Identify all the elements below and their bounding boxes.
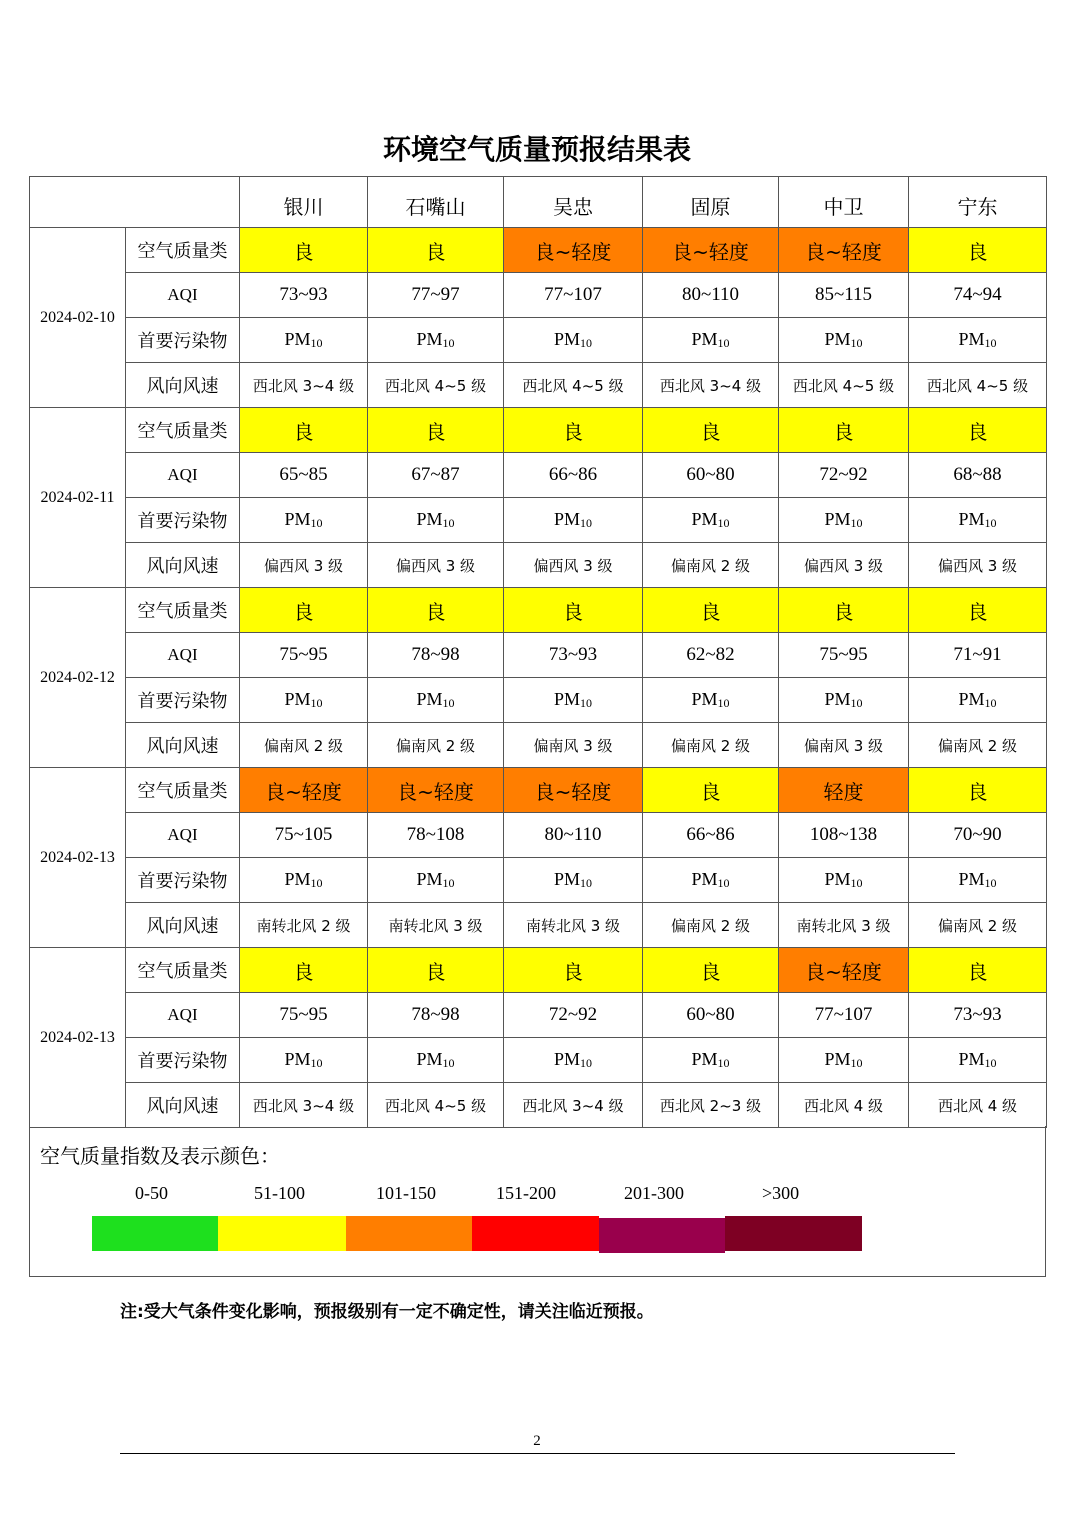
aqi-category-cell: 良~轻度 bbox=[504, 228, 643, 273]
legend-swatch bbox=[725, 1216, 862, 1251]
pollutant-name: PM bbox=[691, 689, 718, 709]
pollutant-subscript: 10 bbox=[442, 336, 455, 350]
pollutant-name: PM bbox=[691, 329, 718, 349]
legend-swatch bbox=[218, 1216, 346, 1251]
row-label-wind: 风向风速 bbox=[126, 1083, 240, 1128]
day-pollutant-row bbox=[30, 1038, 1047, 1083]
forecast-table bbox=[29, 176, 1047, 1128]
wind-cell: 偏西风 3 级 bbox=[779, 543, 909, 588]
forecast-date: 2024-02-11 bbox=[30, 408, 126, 588]
aqi-category-cell: 良 bbox=[504, 408, 643, 453]
wind-cell: 偏西风 3 级 bbox=[909, 543, 1047, 588]
day-aqi-row bbox=[30, 633, 1047, 678]
aqi-range-cell: 72~92 bbox=[779, 453, 909, 498]
pollutant-subscript: 10 bbox=[717, 1056, 730, 1070]
primary-pollutant-cell bbox=[779, 318, 909, 363]
primary-pollutant-cell bbox=[240, 498, 368, 543]
day-category-row bbox=[30, 948, 1047, 993]
city-header: 固原 bbox=[643, 177, 779, 228]
primary-pollutant-cell bbox=[504, 858, 643, 903]
aqi-range-cell: 66~86 bbox=[504, 453, 643, 498]
row-label-aqi: AQI bbox=[126, 993, 240, 1038]
aqi-range-cell: 70~90 bbox=[909, 813, 1047, 858]
pollutant-name: PM bbox=[553, 869, 580, 889]
forecast-date: 2024-02-10 bbox=[30, 228, 126, 408]
primary-pollutant-cell bbox=[504, 678, 643, 723]
wind-cell: 偏南风 2 级 bbox=[368, 723, 504, 768]
pollutant-name: PM bbox=[284, 509, 311, 529]
primary-pollutant-cell bbox=[504, 1038, 643, 1083]
pollutant-subscript: 10 bbox=[850, 336, 863, 350]
primary-pollutant-cell bbox=[643, 678, 779, 723]
aqi-range-cell: 77~107 bbox=[779, 993, 909, 1038]
legend-swatch bbox=[92, 1216, 218, 1251]
legend-swatch bbox=[346, 1216, 472, 1251]
aqi-range-cell: 80~110 bbox=[504, 813, 643, 858]
primary-pollutant-cell bbox=[643, 858, 779, 903]
wind-cell: 西北风 4 级 bbox=[909, 1083, 1047, 1128]
legend-range: 201-300 bbox=[624, 1183, 684, 1203]
row-label-aqi: AQI bbox=[126, 453, 240, 498]
aqi-category-cell: 良 bbox=[504, 948, 643, 993]
wind-cell: 偏南风 3 级 bbox=[779, 723, 909, 768]
pollutant-subscript: 10 bbox=[984, 696, 997, 710]
pollutant-subscript: 10 bbox=[984, 1056, 997, 1070]
legend-title: 空气质量指数及表示颜色： bbox=[40, 1144, 280, 1168]
aqi-category-cell: 良~轻度 bbox=[240, 768, 368, 813]
row-label-pollutant: 首要污染物 bbox=[126, 858, 240, 903]
pollutant-name: PM bbox=[691, 509, 718, 529]
day-wind-row bbox=[30, 723, 1047, 768]
wind-cell: 偏西风 3 级 bbox=[240, 543, 368, 588]
primary-pollutant-cell bbox=[368, 318, 504, 363]
page-title: 环境空气质量预报结果表 bbox=[382, 133, 691, 166]
pollutant-subscript: 10 bbox=[310, 336, 323, 350]
wind-cell: 南转北风 3 级 bbox=[368, 903, 504, 948]
wind-cell: 偏南风 3 级 bbox=[504, 723, 643, 768]
pollutant-subscript: 10 bbox=[442, 876, 455, 890]
pollutant-name: PM bbox=[958, 509, 985, 529]
wind-cell: 南转北风 2 级 bbox=[240, 903, 368, 948]
pollutant-name: PM bbox=[824, 869, 851, 889]
aqi-category-cell: 良 bbox=[909, 948, 1047, 993]
pollutant-subscript: 10 bbox=[310, 516, 323, 530]
disclaimer-note: 注:受大气条件变化影响，预报级别有一定不确定性，请关注临近预报。 bbox=[120, 1302, 654, 1322]
row-label-aqi: AQI bbox=[126, 633, 240, 678]
day-category-row bbox=[30, 408, 1047, 453]
wind-cell: 南转北风 3 级 bbox=[779, 903, 909, 948]
pollutant-subscript: 10 bbox=[850, 876, 863, 890]
day-wind-row bbox=[30, 363, 1047, 408]
city-header: 银川 bbox=[240, 177, 368, 228]
row-label-wind: 风向风速 bbox=[126, 543, 240, 588]
primary-pollutant-cell bbox=[909, 858, 1047, 903]
aqi-range-cell: 73~93 bbox=[504, 633, 643, 678]
wind-cell: 西北风 3~4 级 bbox=[504, 1083, 643, 1128]
row-label-wind: 风向风速 bbox=[126, 903, 240, 948]
primary-pollutant-cell bbox=[643, 1038, 779, 1083]
pollutant-name: PM bbox=[958, 1049, 985, 1069]
city-header: 石嘴山 bbox=[368, 177, 504, 228]
legend-range: 101-150 bbox=[376, 1183, 436, 1203]
wind-cell: 西北风 3~4 级 bbox=[643, 363, 779, 408]
aqi-range-cell: 74~94 bbox=[909, 273, 1047, 318]
wind-cell: 偏南风 2 级 bbox=[643, 543, 779, 588]
aqi-category-cell: 良 bbox=[909, 228, 1047, 273]
wind-cell: 西北风 4~5 级 bbox=[909, 363, 1047, 408]
aqi-range-cell: 77~97 bbox=[368, 273, 504, 318]
legend-range: >300 bbox=[762, 1183, 800, 1203]
primary-pollutant-cell bbox=[909, 678, 1047, 723]
aqi-category-cell: 良~轻度 bbox=[504, 768, 643, 813]
pollutant-name: PM bbox=[416, 1049, 443, 1069]
aqi-range-cell: 65~85 bbox=[240, 453, 368, 498]
wind-cell: 西北风 3~4 级 bbox=[240, 1083, 368, 1128]
legend-range: 0-50 bbox=[135, 1183, 168, 1203]
day-pollutant-row bbox=[30, 318, 1047, 363]
wind-cell: 西北风 4~5 级 bbox=[368, 1083, 504, 1128]
row-label-aqi: AQI bbox=[126, 273, 240, 318]
pollutant-subscript: 10 bbox=[310, 1056, 323, 1070]
row-label-category: 空气质量类 bbox=[126, 588, 240, 633]
row-label-wind: 风向风速 bbox=[126, 723, 240, 768]
row-label-category: 空气质量类 bbox=[126, 948, 240, 993]
wind-cell: 西北风 4~5 级 bbox=[504, 363, 643, 408]
pollutant-subscript: 10 bbox=[310, 876, 323, 890]
pollutant-subscript: 10 bbox=[717, 516, 730, 530]
city-header: 宁东 bbox=[909, 177, 1047, 228]
pollutant-subscript: 10 bbox=[850, 516, 863, 530]
aqi-range-cell: 67~87 bbox=[368, 453, 504, 498]
aqi-category-cell: 良 bbox=[779, 408, 909, 453]
wind-cell: 偏西风 3 级 bbox=[504, 543, 643, 588]
pollutant-subscript: 10 bbox=[442, 516, 455, 530]
pollutant-name: PM bbox=[553, 689, 580, 709]
primary-pollutant-cell bbox=[779, 858, 909, 903]
row-label-category: 空气质量类 bbox=[126, 228, 240, 273]
legend-range: 51-100 bbox=[254, 1183, 305, 1203]
aqi-category-cell: 良 bbox=[368, 948, 504, 993]
pollutant-subscript: 10 bbox=[580, 516, 592, 530]
pollutant-subscript: 10 bbox=[580, 696, 592, 710]
primary-pollutant-cell bbox=[643, 318, 779, 363]
pollutant-subscript: 10 bbox=[580, 1056, 592, 1070]
day-aqi-row bbox=[30, 453, 1047, 498]
day-aqi-row bbox=[30, 273, 1047, 318]
primary-pollutant-cell bbox=[504, 318, 643, 363]
row-label-wind: 风向风速 bbox=[126, 363, 240, 408]
primary-pollutant-cell bbox=[368, 858, 504, 903]
day-pollutant-row bbox=[30, 678, 1047, 723]
forecast-date: 2024-02-13 bbox=[30, 768, 126, 948]
city-header: 吴忠 bbox=[504, 177, 643, 228]
aqi-range-cell: 75~95 bbox=[779, 633, 909, 678]
row-label-category: 空气质量类 bbox=[126, 768, 240, 813]
aqi-range-cell: 80~110 bbox=[643, 273, 779, 318]
aqi-range-cell: 60~80 bbox=[643, 993, 779, 1038]
pollutant-name: PM bbox=[284, 1049, 311, 1069]
header-row bbox=[30, 177, 1047, 228]
pollutant-name: PM bbox=[958, 869, 985, 889]
wind-cell: 偏南风 2 级 bbox=[909, 723, 1047, 768]
pollutant-subscript: 10 bbox=[984, 876, 997, 890]
aqi-category-cell: 良~轻度 bbox=[643, 228, 779, 273]
primary-pollutant-cell bbox=[240, 858, 368, 903]
pollutant-name: PM bbox=[284, 869, 311, 889]
aqi-range-cell: 78~108 bbox=[368, 813, 504, 858]
pollutant-name: PM bbox=[284, 329, 311, 349]
pollutant-name: PM bbox=[284, 689, 311, 709]
wind-cell: 偏西风 3 级 bbox=[368, 543, 504, 588]
aqi-category-cell: 良~轻度 bbox=[368, 768, 504, 813]
aqi-category-cell: 良~轻度 bbox=[779, 948, 909, 993]
aqi-category-cell: 良~轻度 bbox=[779, 228, 909, 273]
primary-pollutant-cell bbox=[368, 498, 504, 543]
pollutant-subscript: 10 bbox=[717, 336, 730, 350]
day-pollutant-row bbox=[30, 858, 1047, 903]
pollutant-subscript: 10 bbox=[580, 336, 592, 350]
pollutant-subscript: 10 bbox=[717, 696, 730, 710]
aqi-range-cell: 85~115 bbox=[779, 273, 909, 318]
pollutant-subscript: 10 bbox=[717, 876, 730, 890]
aqi-range-cell: 78~98 bbox=[368, 993, 504, 1038]
pollutant-name: PM bbox=[553, 329, 580, 349]
wind-cell: 南转北风 3 级 bbox=[504, 903, 643, 948]
day-wind-row bbox=[30, 1083, 1047, 1128]
pollutant-subscript: 10 bbox=[442, 696, 455, 710]
day-aqi-row bbox=[30, 813, 1047, 858]
aqi-range-cell: 66~86 bbox=[643, 813, 779, 858]
pollutant-name: PM bbox=[824, 509, 851, 529]
pollutant-name: PM bbox=[553, 509, 580, 529]
day-wind-row bbox=[30, 903, 1047, 948]
aqi-category-cell: 良 bbox=[643, 948, 779, 993]
pollutant-subscript: 10 bbox=[984, 516, 997, 530]
legend-swatch bbox=[472, 1216, 599, 1251]
aqi-category-cell: 良 bbox=[240, 408, 368, 453]
wind-cell: 西北风 2~3 级 bbox=[643, 1083, 779, 1128]
pollutant-subscript: 10 bbox=[580, 876, 592, 890]
pollutant-name: PM bbox=[958, 689, 985, 709]
aqi-category-cell: 良 bbox=[240, 588, 368, 633]
pollutant-name: PM bbox=[416, 869, 443, 889]
legend-swatch bbox=[599, 1218, 725, 1253]
pollutant-subscript: 10 bbox=[984, 336, 997, 350]
aqi-category-cell: 良 bbox=[240, 228, 368, 273]
day-wind-row bbox=[30, 543, 1047, 588]
aqi-category-cell: 良 bbox=[643, 408, 779, 453]
pollutant-subscript: 10 bbox=[850, 696, 863, 710]
wind-cell: 西北风 3~4 级 bbox=[240, 363, 368, 408]
primary-pollutant-cell bbox=[643, 498, 779, 543]
pollutant-name: PM bbox=[416, 689, 443, 709]
forecast-date: 2024-02-12 bbox=[30, 588, 126, 768]
aqi-category-cell: 良 bbox=[909, 768, 1047, 813]
aqi-category-cell: 良 bbox=[643, 768, 779, 813]
primary-pollutant-cell bbox=[909, 318, 1047, 363]
row-label-pollutant: 首要污染物 bbox=[126, 318, 240, 363]
wind-cell: 偏南风 2 级 bbox=[240, 723, 368, 768]
day-category-row bbox=[30, 588, 1047, 633]
wind-cell: 西北风 4~5 级 bbox=[779, 363, 909, 408]
primary-pollutant-cell bbox=[240, 318, 368, 363]
aqi-range-cell: 72~92 bbox=[504, 993, 643, 1038]
primary-pollutant-cell bbox=[504, 498, 643, 543]
wind-cell: 偏南风 2 级 bbox=[643, 723, 779, 768]
pollutant-name: PM bbox=[691, 869, 718, 889]
aqi-category-cell: 良 bbox=[909, 588, 1047, 633]
aqi-range-cell: 75~95 bbox=[240, 633, 368, 678]
aqi-range-cell: 71~91 bbox=[909, 633, 1047, 678]
primary-pollutant-cell bbox=[779, 498, 909, 543]
primary-pollutant-cell bbox=[240, 1038, 368, 1083]
day-category-row bbox=[30, 768, 1047, 813]
wind-cell: 偏南风 2 级 bbox=[643, 903, 779, 948]
aqi-category-cell: 良 bbox=[368, 228, 504, 273]
header-corner bbox=[30, 177, 240, 228]
pollutant-name: PM bbox=[691, 1049, 718, 1069]
primary-pollutant-cell bbox=[779, 678, 909, 723]
row-label-aqi: AQI bbox=[126, 813, 240, 858]
pollutant-subscript: 10 bbox=[310, 696, 323, 710]
row-label-category: 空气质量类 bbox=[126, 408, 240, 453]
row-label-pollutant: 首要污染物 bbox=[126, 678, 240, 723]
aqi-range-cell: 62~82 bbox=[643, 633, 779, 678]
aqi-range-cell: 73~93 bbox=[909, 993, 1047, 1038]
pollutant-name: PM bbox=[416, 509, 443, 529]
aqi-range-cell: 75~95 bbox=[240, 993, 368, 1038]
pollutant-name: PM bbox=[824, 1049, 851, 1069]
day-category-row bbox=[30, 228, 1047, 273]
footer-divider bbox=[120, 1453, 955, 1454]
aqi-category-cell: 良 bbox=[240, 948, 368, 993]
aqi-category-cell: 良 bbox=[368, 408, 504, 453]
wind-cell: 西北风 4~5 级 bbox=[368, 363, 504, 408]
aqi-range-cell: 108~138 bbox=[779, 813, 909, 858]
pollutant-subscript: 10 bbox=[850, 1056, 863, 1070]
aqi-range-cell: 60~80 bbox=[643, 453, 779, 498]
pollutant-name: PM bbox=[958, 329, 985, 349]
pollutant-name: PM bbox=[824, 329, 851, 349]
day-aqi-row bbox=[30, 993, 1047, 1038]
primary-pollutant-cell bbox=[909, 1038, 1047, 1083]
aqi-category-cell: 良 bbox=[368, 588, 504, 633]
primary-pollutant-cell bbox=[779, 1038, 909, 1083]
primary-pollutant-cell bbox=[368, 1038, 504, 1083]
aqi-legend bbox=[29, 1126, 1046, 1277]
primary-pollutant-cell bbox=[240, 678, 368, 723]
wind-cell: 西北风 4 级 bbox=[779, 1083, 909, 1128]
aqi-category-cell: 良 bbox=[779, 588, 909, 633]
row-label-pollutant: 首要污染物 bbox=[126, 498, 240, 543]
pollutant-name: PM bbox=[824, 689, 851, 709]
row-label-pollutant: 首要污染物 bbox=[126, 1038, 240, 1083]
primary-pollutant-cell bbox=[909, 498, 1047, 543]
aqi-range-cell: 75~105 bbox=[240, 813, 368, 858]
aqi-range-cell: 73~93 bbox=[240, 273, 368, 318]
wind-cell: 偏南风 2 级 bbox=[909, 903, 1047, 948]
city-header: 中卫 bbox=[779, 177, 909, 228]
aqi-range-cell: 68~88 bbox=[909, 453, 1047, 498]
forecast-date: 2024-02-13 bbox=[30, 948, 126, 1128]
day-pollutant-row bbox=[30, 498, 1047, 543]
page-number: 2 bbox=[533, 1433, 541, 1449]
pollutant-name: PM bbox=[416, 329, 443, 349]
aqi-category-cell: 轻度 bbox=[779, 768, 909, 813]
aqi-category-cell: 良 bbox=[643, 588, 779, 633]
aqi-range-cell: 78~98 bbox=[368, 633, 504, 678]
legend-range: 151-200 bbox=[496, 1183, 556, 1203]
aqi-category-cell: 良 bbox=[504, 588, 643, 633]
primary-pollutant-cell bbox=[368, 678, 504, 723]
pollutant-subscript: 10 bbox=[442, 1056, 455, 1070]
aqi-category-cell: 良 bbox=[909, 408, 1047, 453]
pollutant-name: PM bbox=[553, 1049, 580, 1069]
aqi-range-cell: 77~107 bbox=[504, 273, 643, 318]
